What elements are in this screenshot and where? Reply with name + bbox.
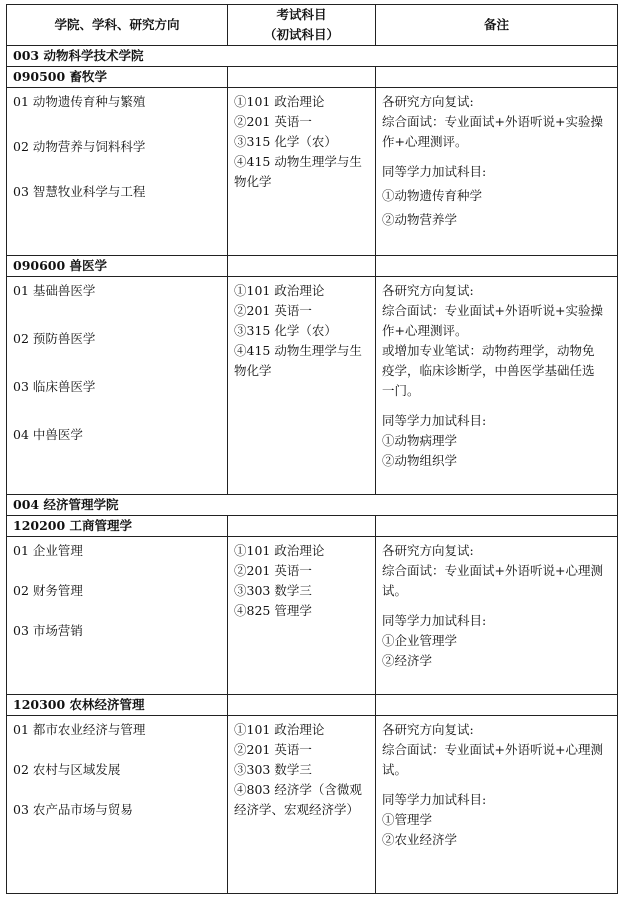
exam-item: ③303 数学三: [234, 762, 312, 777]
exam-subjects: [228, 716, 376, 894]
subject-row: [7, 695, 618, 716]
note-line: 作+心理测评。: [382, 134, 468, 149]
exam-item: 物化学: [234, 363, 272, 378]
exam-item: 经济学、宏观经济学）: [234, 802, 360, 817]
note-line: 疫学，临床诊断学，中兽医学基础任选: [382, 363, 595, 378]
table-header-row: [7, 5, 618, 46]
direction-item: 03 农产品市场与贸易: [13, 802, 133, 817]
subject-name: 120200 工商管理学: [7, 516, 228, 537]
exam-item: ③315 化学（农）: [234, 323, 337, 338]
note-line: 各研究方向复试:: [382, 722, 474, 737]
enrollment-catalog-table: [6, 4, 618, 894]
exam-item: ④825 管理学: [234, 603, 312, 618]
subject-name: 090500 畜牧学: [7, 67, 228, 88]
exam-item: ①101 政治理论: [234, 283, 325, 298]
subject-row: [7, 67, 618, 88]
direction-item: 02 预防兽医学: [13, 331, 96, 346]
direction-item: 02 财务管理: [13, 583, 83, 598]
note-line: ①管理学: [382, 812, 433, 827]
exam-item: ②201 英语一: [234, 742, 312, 757]
direction-item: 03 智慧牧业科学与工程: [13, 184, 146, 199]
note-line: 试。: [382, 762, 408, 777]
exam-item: ①101 政治理论: [234, 722, 325, 737]
header-exam-subjects: [228, 5, 376, 46]
exam-item: ②201 英语一: [234, 303, 312, 318]
direction-item: 04 中兽医学: [13, 427, 83, 442]
college-row: [7, 46, 618, 67]
exam-item: ②201 英语一: [234, 114, 312, 129]
exam-subjects: [228, 537, 376, 695]
note-line: 同等学力加试科目:: [382, 413, 487, 428]
subject-detail-row: [7, 537, 618, 695]
note-line: ①企业管理学: [382, 633, 458, 648]
direction-item: 03 临床兽医学: [13, 379, 96, 394]
direction-item: 01 基础兽医学: [13, 283, 96, 298]
research-directions: [7, 537, 228, 695]
note-line: 作+心理测评。: [382, 323, 468, 338]
note-line: ②农业经济学: [382, 832, 458, 847]
note-line: 综合面试：专业面试+外语听说+实验操: [382, 303, 603, 318]
subject-detail-row: [7, 716, 618, 894]
header-college-subject-direction: 学院、学科、研究方向: [7, 5, 228, 46]
note-line: ②动物组织学: [382, 453, 458, 468]
college-name: 003 动物科学技术学院: [7, 46, 618, 67]
exam-item: ④415 动物生理学与生: [234, 154, 362, 169]
note-line: 或增加专业笔试：动物药理学，动物免: [382, 343, 595, 358]
exam-item: ④415 动物生理学与生: [234, 343, 362, 358]
header-exam-line2: （初试科目）: [263, 27, 339, 42]
exam-item: ①101 政治理论: [234, 94, 325, 109]
note-line: 综合面试：专业面试+外语听说+心理测: [382, 563, 603, 578]
research-directions: [7, 277, 228, 495]
direction-item: 03 市场营销: [13, 623, 83, 638]
note-line: 各研究方向复试:: [382, 283, 474, 298]
note-line: 综合面试：专业面试+外语听说+实验操: [382, 114, 603, 129]
note-line: ②动物营养学: [382, 212, 458, 227]
note-line: 同等学力加试科目:: [382, 164, 487, 179]
college-row: [7, 495, 618, 516]
subject-row: [7, 516, 618, 537]
notes: [376, 716, 618, 894]
note-line: 各研究方向复试:: [382, 94, 474, 109]
direction-item: 01 动物遗传育种与繁殖: [13, 94, 146, 109]
note-line: 各研究方向复试:: [382, 543, 474, 558]
subject-detail-row: [7, 88, 618, 256]
subject-name: 090600 兽医学: [7, 256, 228, 277]
note-line: 同等学力加试科目:: [382, 792, 487, 807]
exam-item: ③303 数学三: [234, 583, 312, 598]
note-line: 试。: [382, 583, 408, 598]
subject-detail-row: [7, 277, 618, 495]
note-line: ①动物遗传育种学: [382, 188, 483, 203]
direction-item: 01 企业管理: [13, 543, 83, 558]
direction-item: 01 都市农业经济与管理: [13, 722, 146, 737]
note-line: 一门。: [382, 383, 420, 398]
exam-subjects: [228, 277, 376, 495]
notes: [376, 277, 618, 495]
direction-item: 02 动物营养与饲料科学: [13, 139, 146, 154]
header-exam-line1: 考试科目: [276, 7, 327, 22]
subject-row: [7, 256, 618, 277]
exam-item: ④803 经济学（含微观: [234, 782, 362, 797]
header-notes: 备注: [376, 5, 618, 46]
notes: [376, 537, 618, 695]
exam-item: ①101 政治理论: [234, 543, 325, 558]
notes: [376, 88, 618, 256]
direction-item: 02 农村与区域发展: [13, 762, 121, 777]
exam-item: ③315 化学（农）: [234, 134, 337, 149]
research-directions: [7, 716, 228, 894]
college-name: 004 经济管理学院: [7, 495, 618, 516]
note-line: ②经济学: [382, 653, 433, 668]
exam-item: 物化学: [234, 174, 272, 189]
note-line: 综合面试：专业面试+外语听说+心理测: [382, 742, 603, 757]
research-directions: [7, 88, 228, 256]
subject-name: 120300 农林经济管理: [7, 695, 228, 716]
note-line: 同等学力加试科目:: [382, 613, 487, 628]
exam-subjects: [228, 88, 376, 256]
exam-item: ②201 英语一: [234, 563, 312, 578]
note-line: ①动物病理学: [382, 433, 458, 448]
